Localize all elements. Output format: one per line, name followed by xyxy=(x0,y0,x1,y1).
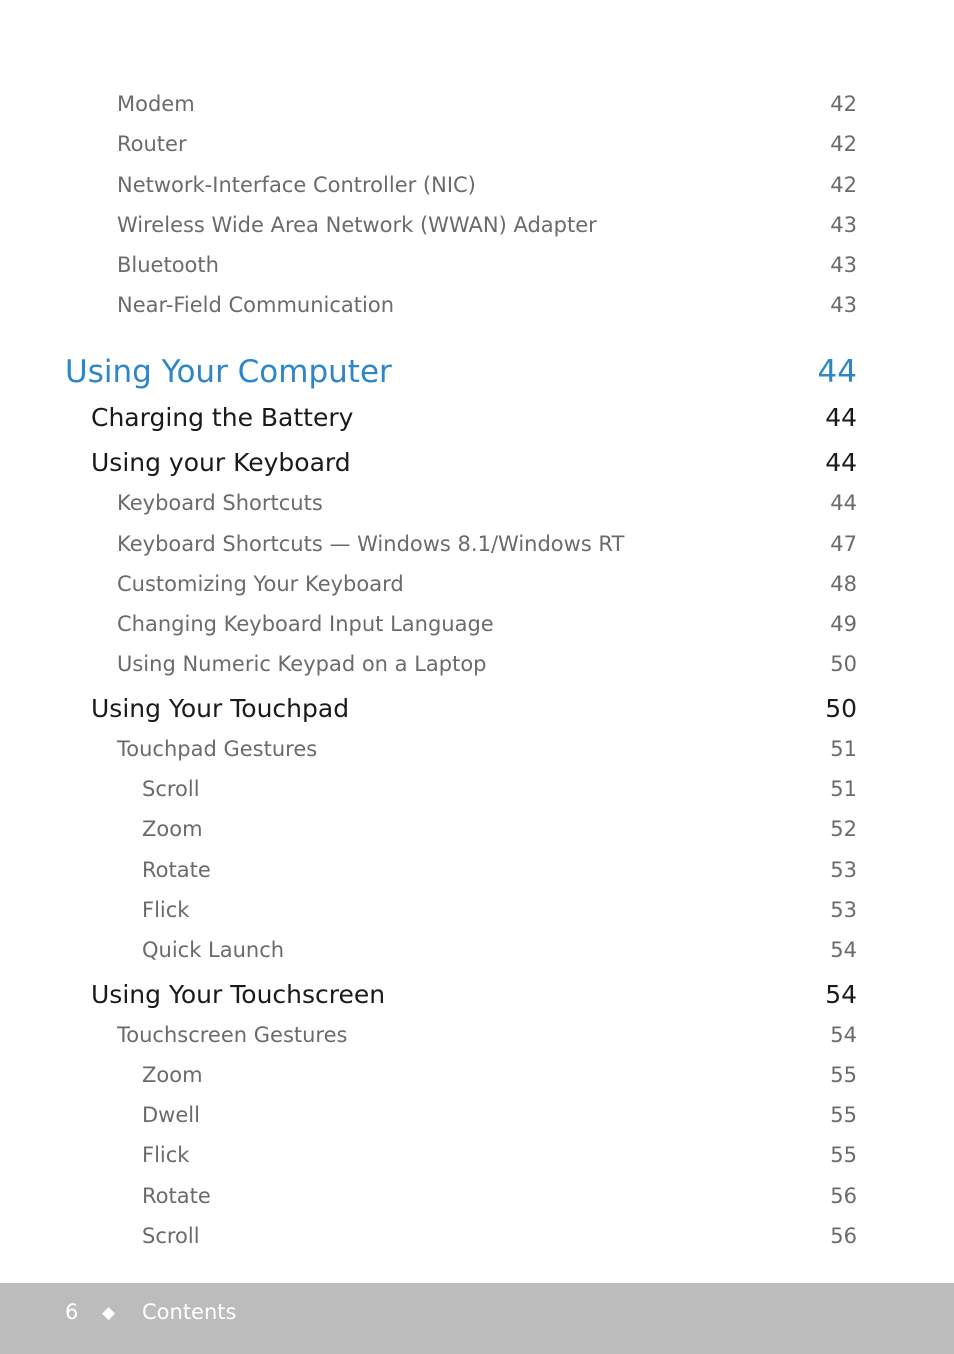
toc-entry-label: Using Numeric Keypad on a Laptop xyxy=(117,652,487,676)
page-footer xyxy=(0,1283,954,1354)
toc-entry-label: Zoom xyxy=(142,817,203,841)
toc-section-label: Charging the Battery xyxy=(91,403,354,432)
toc-entry-label: Zoom xyxy=(142,1063,203,1087)
toc-entry-page: 52 xyxy=(830,817,857,841)
toc-entry-label: Quick Launch xyxy=(142,938,285,962)
toc-entry-page: 54 xyxy=(830,938,857,962)
toc-section-label: Using Your Touchscreen xyxy=(91,980,386,1009)
toc-entry-page: 53 xyxy=(830,898,857,922)
toc-entry-label: Scroll xyxy=(142,777,200,801)
toc-entry-label: Router xyxy=(117,132,187,156)
toc-entry-page: 43 xyxy=(830,253,857,277)
toc-entry-label: Modem xyxy=(117,92,195,116)
toc-entry-page: 47 xyxy=(830,532,857,556)
toc-chapter-label: Using Your Computer xyxy=(65,354,392,390)
toc-entry-label: Rotate xyxy=(142,1184,211,1208)
toc-entry-page: 51 xyxy=(830,777,857,801)
toc-entry-label: Network-Interface Controller (NIC) xyxy=(117,173,476,197)
toc-entry-page: 49 xyxy=(830,612,857,636)
toc-entry-page: 55 xyxy=(830,1103,857,1127)
toc-entry-label: Changing Keyboard Input Language xyxy=(117,612,494,636)
toc-entry-label: Flick xyxy=(142,898,190,922)
toc-entry-page: 55 xyxy=(830,1143,857,1167)
toc-entry-page: 50 xyxy=(830,652,857,676)
toc-chapter-page: 44 xyxy=(817,354,857,390)
toc-section-page: 54 xyxy=(825,980,857,1009)
toc-section-page: 44 xyxy=(825,403,857,432)
toc-section-page: 44 xyxy=(825,448,857,477)
toc-entry-page: 48 xyxy=(830,572,857,596)
toc-entry-page: 56 xyxy=(830,1184,857,1208)
toc-section-label: Using Your Touchpad xyxy=(91,694,350,723)
toc-entry-page: 54 xyxy=(830,1023,857,1047)
toc-entry-label: Rotate xyxy=(142,858,211,882)
toc-entry-label: Dwell xyxy=(142,1103,200,1127)
footer-section-name: Contents xyxy=(142,1300,237,1324)
toc-entry-page: 55 xyxy=(830,1063,857,1087)
toc-entry-page: 51 xyxy=(830,737,857,761)
toc-entry-label: Touchpad Gestures xyxy=(117,737,318,761)
toc-entry-label: Touchscreen Gestures xyxy=(117,1023,348,1047)
toc-entry-page: 42 xyxy=(830,173,857,197)
toc-entry-label: Keyboard Shortcuts xyxy=(117,491,323,515)
toc-entry-page: 43 xyxy=(830,293,857,317)
toc-entry-label: Scroll xyxy=(142,1224,200,1248)
toc-entry-page: 44 xyxy=(830,491,857,515)
toc-entry-label: Flick xyxy=(142,1143,190,1167)
footer-page-number: 6 xyxy=(65,1300,79,1324)
toc-entry-page: 56 xyxy=(830,1224,857,1248)
diamond-icon: ◆ xyxy=(102,1303,116,1323)
toc-entry-label: Wireless Wide Area Network (WWAN) Adapter xyxy=(117,213,597,237)
toc-section-label: Using your Keyboard xyxy=(91,448,351,477)
toc-entry-page: 43 xyxy=(830,213,857,237)
toc-entry-page: 42 xyxy=(830,132,857,156)
toc-entry-label: Bluetooth xyxy=(117,253,219,277)
toc-entry-label: Near-Field Communication xyxy=(117,293,395,317)
toc-entry-page: 53 xyxy=(830,858,857,882)
toc-entry-label: Keyboard Shortcuts — Windows 8.1/Windows RT xyxy=(117,532,625,556)
toc-section-page: 50 xyxy=(825,694,857,723)
toc-entry-label: Customizing Your Keyboard xyxy=(117,572,404,596)
toc-entry-page: 42 xyxy=(830,92,857,116)
